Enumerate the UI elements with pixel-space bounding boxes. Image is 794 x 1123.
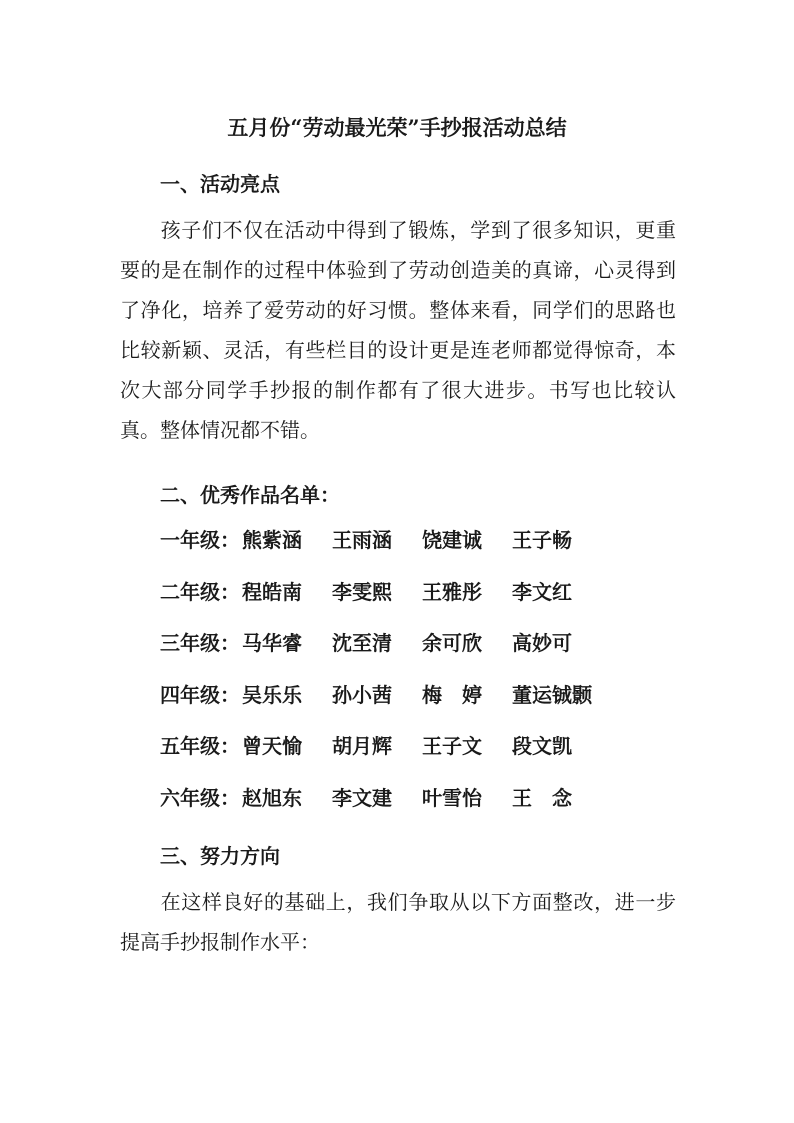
award-row-grade-1 bbox=[160, 524, 602, 576]
student-name: 叶雪怡 bbox=[422, 785, 482, 810]
student-name: 李雯熙 bbox=[332, 579, 392, 604]
grade-label: 二年级： bbox=[160, 579, 240, 604]
student-name: 王雅彤 bbox=[422, 579, 482, 604]
award-row-grade-4 bbox=[160, 679, 602, 731]
award-row-grade-6 bbox=[160, 782, 602, 834]
student-name: 孙小茜 bbox=[332, 682, 392, 707]
award-row-grade-2 bbox=[160, 576, 602, 628]
student-name: 程皓南 bbox=[242, 579, 302, 604]
section-heading-direction: 三、努力方向 bbox=[160, 844, 280, 868]
direction-paragraph bbox=[120, 882, 676, 962]
grade-label: 四年级： bbox=[160, 682, 240, 707]
student-name: 胡月辉 bbox=[332, 734, 392, 758]
student-name: 马华睿 bbox=[242, 631, 302, 655]
award-list bbox=[160, 524, 602, 833]
student-name: 王 念 bbox=[512, 785, 572, 810]
student-name: 王子畅 bbox=[512, 528, 572, 552]
grade-label: 三年级： bbox=[160, 631, 240, 655]
grade-label: 五年级： bbox=[160, 734, 240, 758]
student-name: 熊紫涵 bbox=[242, 528, 302, 552]
grade-label: 一年级： bbox=[160, 528, 240, 552]
student-name: 高妙可 bbox=[512, 631, 572, 655]
student-name: 曾天愉 bbox=[242, 734, 302, 758]
highlights-text: 孩子们不仅在活动中得到了锻炼，学到了很多知识，更重要的是在制作的过程中体验到了劳动创造美的真谛，心灵得到了净化，培养了爱劳动的好习惯。整体来看，同学们的思路也比较新颖、灵活，有些栏目的设计更是连老师都觉得惊奇，本次大部分同学手抄报的制作都有了很大进步。书写也比较认真。整体情况都不错。 bbox=[120, 218, 676, 442]
student-name: 梅 婷 bbox=[422, 682, 482, 707]
student-name: 李文红 bbox=[512, 579, 572, 604]
student-name: 饶建诚 bbox=[422, 528, 482, 552]
grade-label: 六年级： bbox=[160, 785, 240, 810]
student-name: 吴乐乐 bbox=[242, 682, 302, 707]
student-name: 李文建 bbox=[332, 785, 392, 810]
student-name: 余可欣 bbox=[422, 631, 482, 655]
award-row-grade-3 bbox=[160, 627, 602, 679]
student-name: 董运铖颢 bbox=[512, 682, 592, 707]
student-name: 沈至清 bbox=[332, 631, 392, 655]
section-heading-award-list: 二、优秀作品名单： bbox=[160, 483, 340, 507]
highlights-paragraph bbox=[120, 210, 676, 450]
document-title: 五月份“劳动最光荣”手抄报活动总结 bbox=[227, 115, 567, 140]
student-name: 王子文 bbox=[422, 734, 482, 758]
award-row-grade-5 bbox=[160, 730, 602, 782]
student-name: 王雨涵 bbox=[332, 528, 392, 552]
student-name: 段文凯 bbox=[512, 734, 572, 758]
section-heading-highlights: 一、活动亮点 bbox=[160, 172, 280, 196]
student-name: 赵旭东 bbox=[242, 785, 302, 810]
direction-text: 在这样良好的基础上，我们争取从以下方面整改，进一步提高手抄报制作水平： bbox=[120, 890, 676, 954]
